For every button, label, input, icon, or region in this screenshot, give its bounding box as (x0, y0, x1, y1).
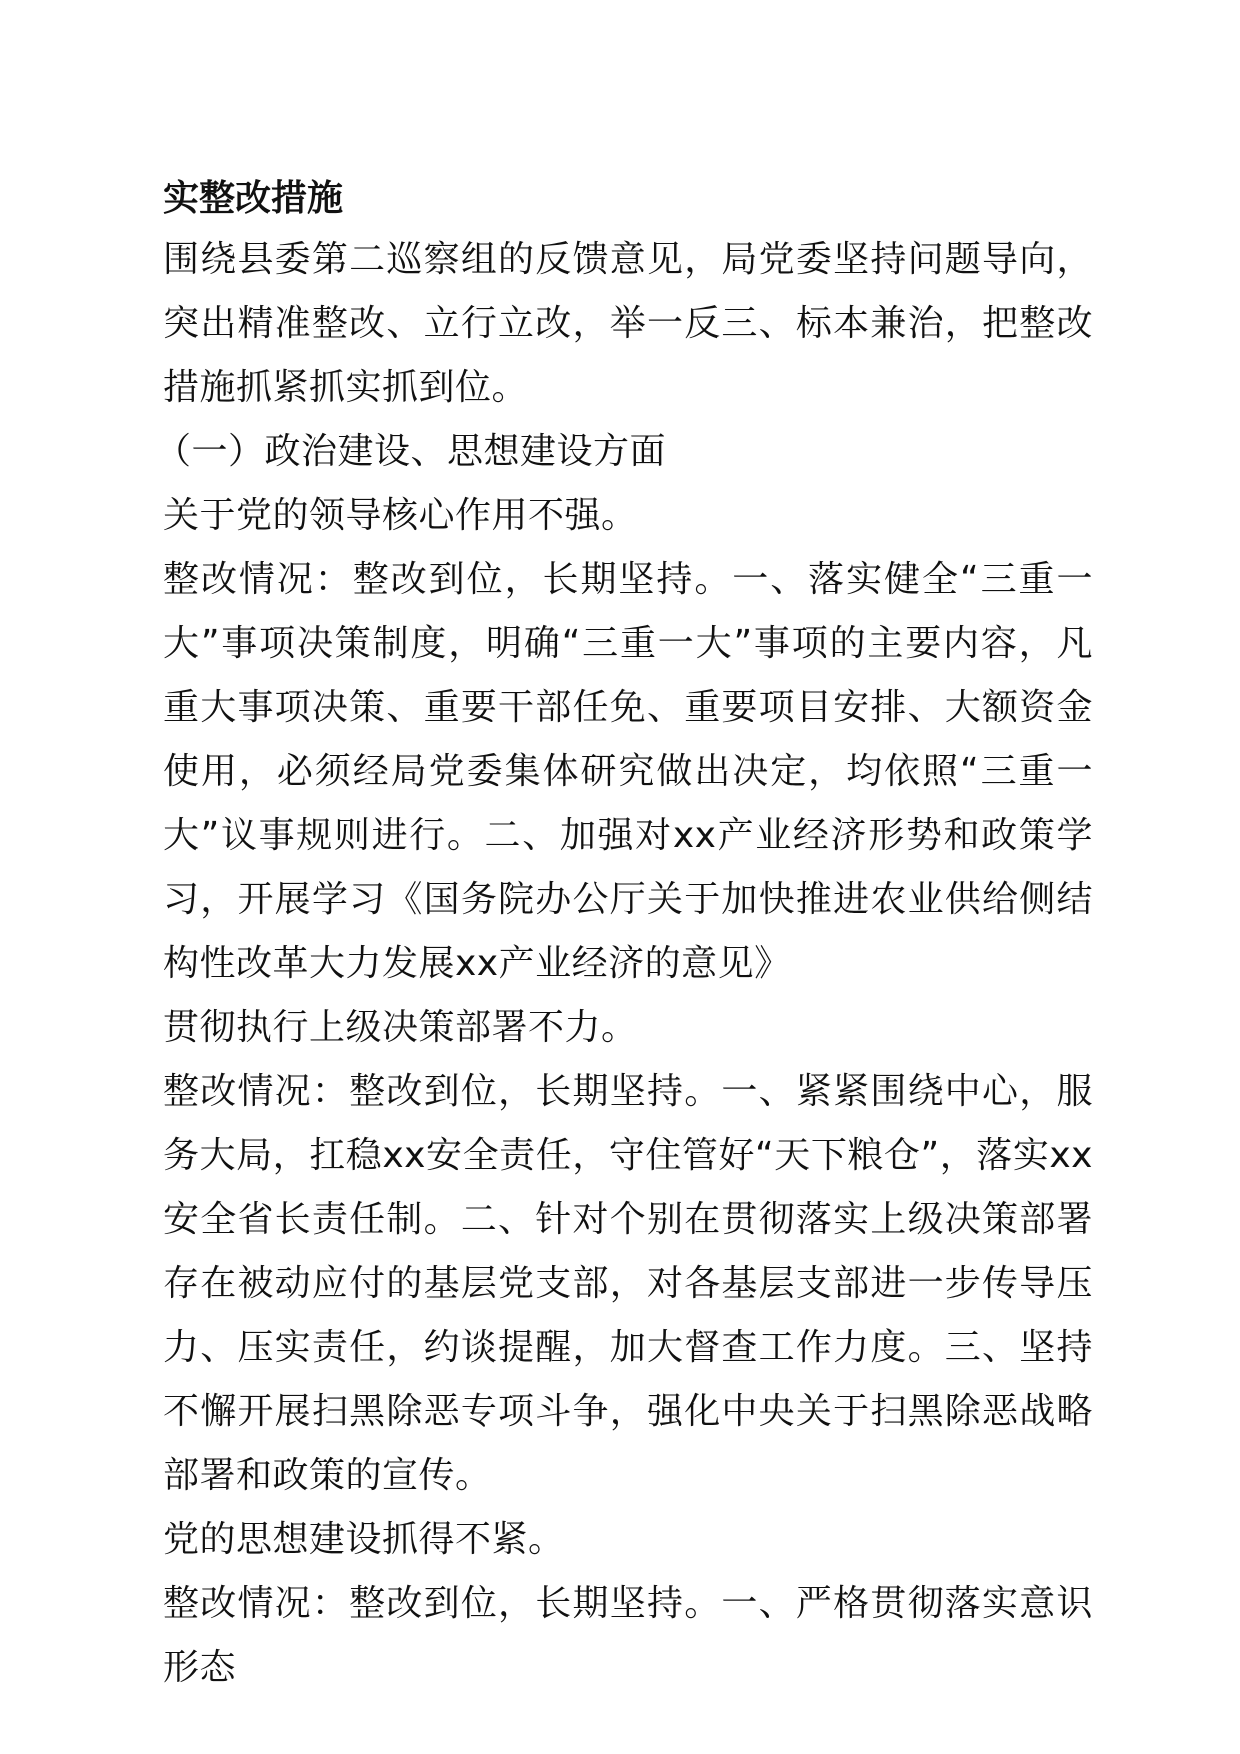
rectification-paragraph: 整改情况：整改到位，长期坚持。一、落实健全“三重一大”事项决策制度，明确“三重一大”事项的主要内容，凡重大事项决策、重要干部任免、重要项目安排、大额资金使用，必须经局党委集体研究做出决定，均依照“三重一大”议事规则进行。二、加强对xx产业经济形势和政策学习，开展学习《国务院办公厅关于加快推进农业供给侧结构性改革大力发展xx产业经济的意见》 (163, 559, 1093, 984)
issue-paragraph: 贯彻执行上级决策部署不力。 (163, 1007, 638, 1048)
rectification-paragraph: 整改情况：整改到位，长期坚持。一、紧紧围绕中心，服务大局，扛稳xx安全责任，守住管好“天下粮仓”，落实xx安全省长责任制。二、针对个别在贯彻落实上级决策部署存在被动应付的基层党支部，对各基层支部进一步传导压力、压实责任，约谈提醒，加大督查工作力度。三、坚持不懈开展扫黑除恶专项斗争，强化中央关于扫黑除恶战略部署和政策的宣传。 (163, 1071, 1093, 1496)
issue-paragraph: 党的思想建设抓得不紧。 (163, 1519, 565, 1560)
document-title: 实整改措施 (163, 178, 344, 219)
issue-paragraph: 关于党的领导核心作用不强。 (163, 495, 638, 536)
intro-paragraph: 围绕县委第二巡察组的反馈意见，局党委坚持问题导向，突出精准整改、立行立改，举一反三、标本兼治，把整改措施抓紧抓实抓到位。 (163, 239, 1093, 408)
section-heading: （一）政治建设、思想建设方面 (155, 431, 667, 472)
rectification-paragraph: 整改情况：整改到位，长期坚持。一、严格贯彻落实意识形态 (163, 1583, 1093, 1688)
document-body (155, 170, 1093, 1700)
